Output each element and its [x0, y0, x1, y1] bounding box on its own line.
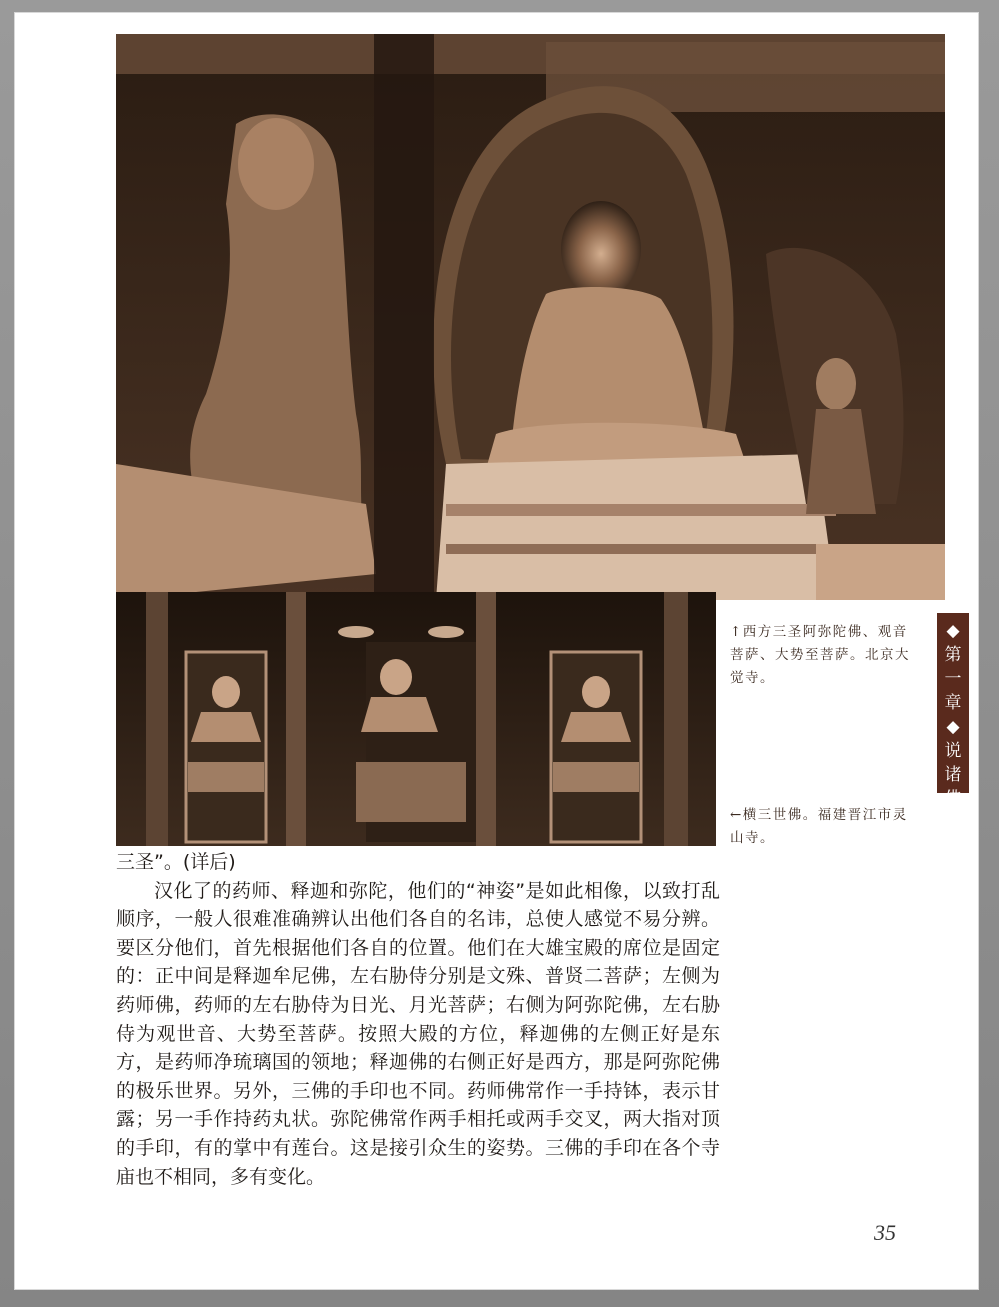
- chapter-tab-text: [937, 619, 969, 811]
- caption-top-photo: ↑西方三圣阿弥陀佛、观音菩萨、大势至菩萨。北京大觉寺。: [730, 624, 910, 686]
- caption-bottom-photo: ←横三世佛。福建晋江市灵山寺。: [730, 807, 908, 846]
- photo-western-three-sages: [116, 34, 945, 600]
- photo-western-three-sages-image: [116, 34, 945, 600]
- body-text: [116, 848, 720, 1191]
- chapter-tab-char: 诸: [944, 765, 962, 785]
- chapter-tab-char: 章: [944, 693, 962, 713]
- photo-three-buddhas-lingshan-image: [116, 592, 716, 846]
- body-lead-line: 三圣”。(详后): [116, 851, 236, 873]
- chapter-tab-char: 第: [944, 645, 962, 665]
- chapter-tab: [935, 613, 969, 809]
- photo-three-buddhas-lingshan: [116, 592, 716, 846]
- book-page: [14, 12, 979, 1290]
- chapter-tab-char: 佛: [944, 789, 962, 809]
- chapter-tab-char: 说: [944, 741, 962, 761]
- chapter-tab-char: ◆: [946, 621, 960, 641]
- chapter-tab-char: 一: [944, 669, 962, 689]
- page-number: 35: [874, 1220, 896, 1245]
- body-paragraph: 汉化了的药师、释迦和弥陀，他们的“神姿”是如此相像，以致打乱顺序，一般人很难准确辨认出他们各自的名讳，总使人感觉不易分辨。要区分他们，首先根据他们各自的位置。他们在大雄宝殿的席位是固定的：正中间是释迦牟尼佛，左右胁侍分别是文殊、普贤二菩萨；左侧为药师佛，药师的左右胁侍为日光、月光菩萨；右侧为阿弥陀佛，左右胁侍为观世音、大势至菩萨。按照大殿的方位，释迦佛的左侧正好是东方，是药师净琉璃国的领地；释迦佛的右侧正好是西方，那是阿弥陀佛的极乐世界。另外，三佛的手印也不同。药师佛常作一手持钵，表示甘露；另一手作持药丸状。弥陀佛常作两手相托或两手交叉，两大指对顶的手印，有的掌中有莲台。这是接引众生的姿势。三佛的手印在各个寺庙也不相同，多有变化。: [116, 879, 720, 1188]
- chapter-tab-char: ◆: [946, 717, 960, 737]
